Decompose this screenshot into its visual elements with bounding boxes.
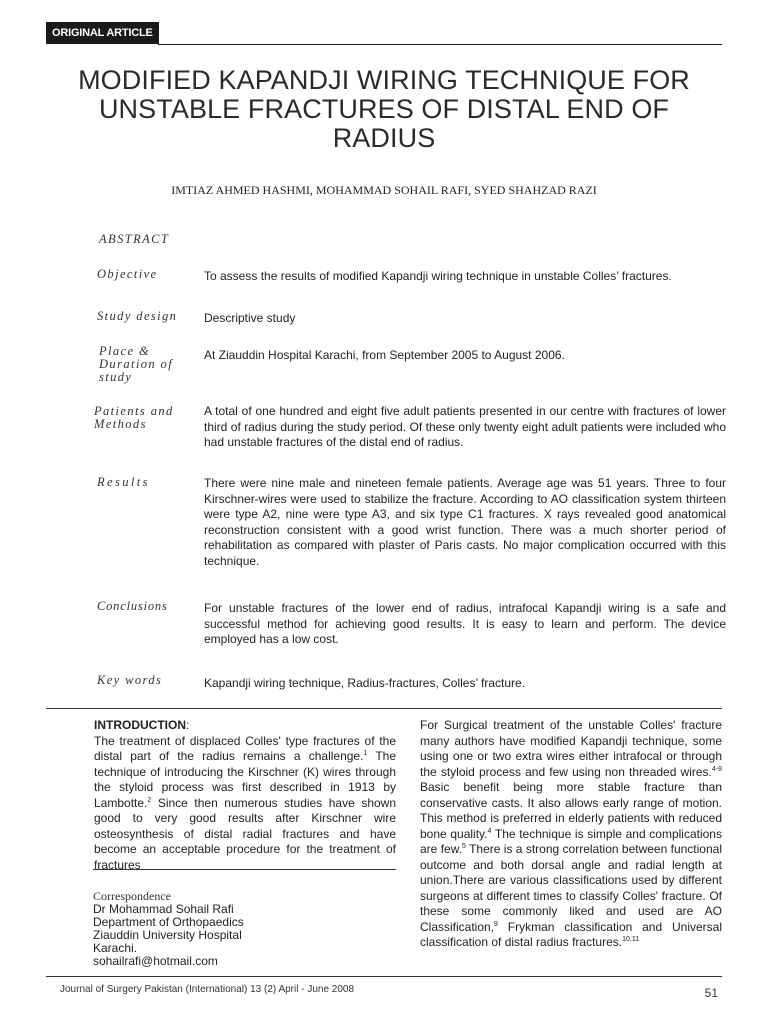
conclusions-text: For unstable fractures of the lower end of radius, intrafocal Kapandji wiring is a safe and successful method for achieving good results. It is easy to learn and perform. The device employed has a low cost.: [204, 601, 726, 646]
patients-methods-label-line: Patients and: [94, 404, 174, 418]
place-duration-label-line: study: [99, 370, 133, 384]
article-type-badge: ORIGINAL ARTICLE: [46, 22, 159, 44]
place-duration-label: [99, 345, 173, 384]
intro-paragraph: [94, 734, 396, 874]
correspondence-hospital: Ziauddin University Hospital: [93, 928, 242, 942]
correspondence-name: Dr Mohammad Sohail Rafi: [93, 902, 234, 916]
citation-ref: 2: [147, 796, 152, 804]
place-duration-label-line: Place &: [99, 344, 151, 358]
objective-label: Objective: [97, 267, 158, 281]
intro-heading: INTRODUCTION: [94, 718, 186, 732]
intro-right-column: [420, 718, 722, 951]
correspondence-block: [93, 890, 244, 968]
footer-rule: [46, 976, 722, 977]
citation-ref: 4: [487, 827, 492, 835]
correspondence-rule: [93, 869, 396, 870]
citation-ref: 9: [494, 920, 498, 928]
keywords-label: Key words: [97, 673, 163, 687]
article-title: MODIFIED KAPANDJI WIRING TECHNIQUE FOR UNSTABLE FRACTURES OF DISTAL END OF RADIUS: [78, 65, 690, 153]
keywords-text: Kapandji wiring technique, Radius-fractures, Colles’ fracture.: [204, 676, 526, 690]
correspondence-heading: Correspondence: [93, 889, 171, 903]
intro-text: The technique of introducing the Kirschner (K) wires through the styloid process was first described in 1913 by Lambotte.: [94, 749, 397, 810]
citation-ref: 1: [363, 750, 368, 757]
conclusions-label: Conclusions: [97, 599, 168, 613]
patients-methods-label: [94, 405, 174, 431]
intro-text: For Surgical treatment of the unstable Colles' fracture many authors have modified Kapandji technique, some using one or two extra wires either intrafocal or through the styloid process and few using non threaded wires.: [420, 718, 722, 779]
patients-methods-label-line: Methods: [94, 417, 147, 431]
journal-citation: Journal of Surgery Pakistan (International) 13 (2) April - June 2008: [60, 984, 355, 995]
correspondence-department: Department of Orthopaedics: [93, 915, 244, 929]
intro-text: Basic benefit being more stable fracture than conservative casts. It also allows early range of motion. This method is preferred in elderly patients with reduced bone quality.: [420, 780, 722, 841]
correspondence-email[interactable]: sohailrafi@hotmail.com: [93, 954, 218, 968]
page-number: 51: [704, 986, 718, 1000]
patients-methods-text: A total of one hundred and eight five adult patients presented in our centre with fractures of lower third of radius during the study period. Of these only twenty eight adult patients were included who had unstable fractures of the distal end of radius.: [204, 404, 726, 449]
citation-ref: 4-8: [711, 765, 722, 773]
intro-left-column: [94, 718, 396, 873]
results-text: There were nine male and nineteen female patients. Average age was 51 years. Three to four Kirschner-wires were used to stabilize the fracture. According to AO classification system thirteen were type A2, nine were type A3, and six type C1 fractures. X rays revealed good anatomical reconstruction consistent with a good wrist function. There was a much shorter period of rehabilitation as compared with plaster of Paris casts. No major complication occurred with this technique.: [204, 476, 726, 568]
intro-text: There is a strong correlation between functional outcome and both dorsal angle and radial length at union.There are various classifications used by different surgeons at different times to classify Colles' fracture. Of these some commonly liked and used are AO Classification,: [420, 842, 722, 934]
place-duration-label-line: Duration of: [99, 357, 174, 371]
intro-text: The treatment of displaced Colles' type fractures of the distal part of the radius remains a challenge.: [94, 733, 396, 763]
study-design-label: Study design: [97, 309, 178, 323]
intro-text: Since then numerous studies have shown good to very good results after Kirschner wire osteosynthesis of distal radial fractures and have become an acceptable procedure for the treatment of fractures: [94, 795, 396, 872]
intro-paragraph: [420, 718, 722, 951]
study-design-text: Descriptive study: [204, 311, 296, 325]
intro-text: Frykman classification and Universal classification of distal radius fractures.: [420, 919, 722, 949]
objective-text: To assess the results of modified Kapandji wiring technique in unstable Colles’ fractures.: [204, 269, 672, 283]
citation-ref: 5: [462, 843, 466, 850]
correspondence-city: Karachi.: [93, 941, 138, 955]
header-rule: [158, 44, 722, 45]
intro-heading-colon: :: [186, 718, 190, 732]
intro-text: The technique is simple and complications are few.: [420, 826, 722, 856]
citation-ref: 10,11: [622, 936, 640, 943]
results-label: Results: [97, 475, 150, 489]
abstract-heading: ABSTRACT: [99, 232, 170, 246]
place-duration-text: At Ziauddin Hospital Karachi, from September 2005 to August 2006.: [204, 348, 565, 362]
abstract-divider: [46, 708, 722, 709]
article-authors: IMTIAZ AHMED HASHMI, MOHAMMAD SOHAIL RAFI, SYED SHAHZAD RAZI: [171, 183, 597, 197]
